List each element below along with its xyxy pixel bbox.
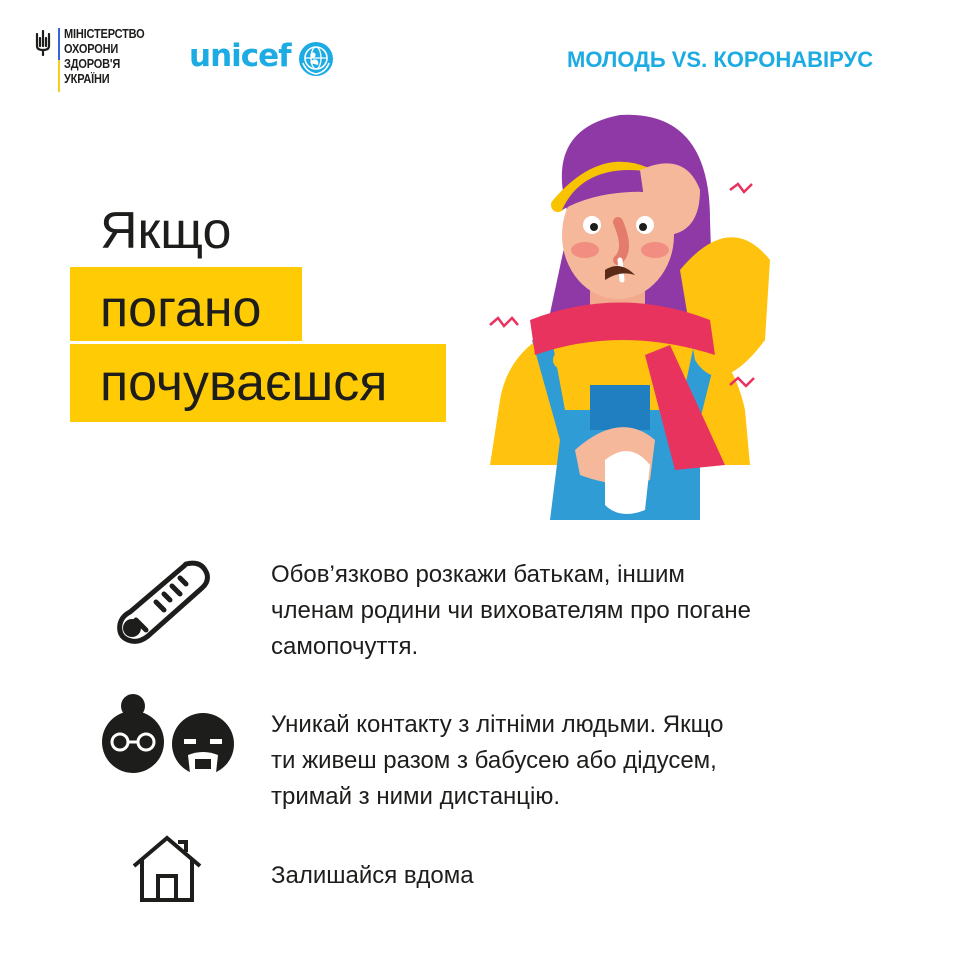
unicef-emblem-icon <box>298 41 334 77</box>
tip-text: Уникай контакту з літніми людьми. Якщо ти живеш разом з бабусею або дідусем, тримай з ними дистанцію. <box>271 711 724 810</box>
sick-girl-illustration <box>470 110 770 530</box>
ministry-divider <box>58 28 60 92</box>
thermometer-icon <box>112 556 216 654</box>
grandfather-icon <box>170 711 236 785</box>
ministry-logo-text: МІНІСТЕРСТВО ОХОРОНИ ЗДОРОВ'Я УКРАЇНИ <box>64 27 145 86</box>
unicef-logo: unicef <box>189 38 291 74</box>
grandmother-icon <box>100 692 166 774</box>
house-icon <box>130 830 204 904</box>
ukraine-trident-icon <box>34 30 52 56</box>
headline-line: Якщо <box>100 202 232 260</box>
campaign-title: МОЛОДЬ VS. КОРОНАВІРУС <box>567 47 874 72</box>
headline-line: почуваєшся <box>100 354 388 412</box>
tip-text: Залишайся вдома <box>271 862 474 889</box>
headline-line: погано <box>100 280 262 338</box>
tip-text: Обов’язково розкажи батькам, іншим членам родини чи вихователям про погане самопочуття. <box>271 561 751 660</box>
